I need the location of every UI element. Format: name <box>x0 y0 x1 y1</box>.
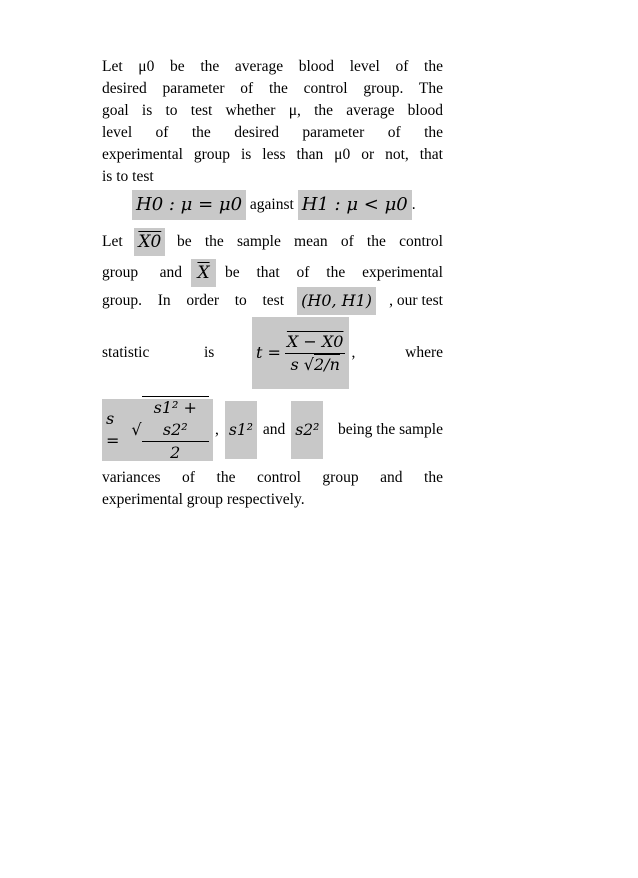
para2-line-2-rest: be that of the experimental <box>224 264 443 281</box>
experimental-mean-symbol: $\overline{X}$ <box>191 259 215 287</box>
para1-line-1: Let μ0 be the average blood level of the <box>102 58 443 75</box>
hypotheses-line <box>132 190 443 220</box>
paragraph-1 <box>102 56 443 188</box>
para2-line-1 <box>102 228 443 256</box>
hypothesis-pair: (H0, H1) <box>297 287 376 315</box>
and-word: and <box>262 421 286 438</box>
null-hypothesis: H0 : μ = μ0 <box>132 190 246 220</box>
para1-line-5: experimental group is less than μ0 or not, that <box>102 146 443 163</box>
t-denominator: s √2/n <box>290 354 340 374</box>
s-numerator: s1² + s2² <box>142 397 209 442</box>
t-den-s: s <box>290 354 299 374</box>
t-lhs: t = <box>256 343 281 362</box>
para1-line-3: goal is to test whether μ, the average blood <box>102 102 443 119</box>
t-statistic-formula <box>252 317 349 389</box>
s2-squared: s2² <box>291 401 323 459</box>
control-mean-symbol: X0 <box>134 228 165 256</box>
statistic-word: statistic <box>102 344 150 361</box>
our-test-words: , our test <box>389 292 443 309</box>
s-formula: s = √ $\frac{\text{s1² + s2²}}{2}$ <box>102 399 213 461</box>
para2-line-3 <box>102 287 443 315</box>
being-the-sample: being the sample <box>337 421 443 438</box>
t-numerator: X − X0 <box>285 331 346 354</box>
s-lhs: s = <box>106 409 120 450</box>
s-denominator: 2 <box>170 443 181 462</box>
para2-line-6: variances of the control group and the <box>102 469 443 486</box>
para2-tail <box>102 467 443 511</box>
t-den-frac: 2/n <box>314 354 340 374</box>
in-order-to-test: group. In order to test <box>102 292 284 309</box>
para2-line-7: experimental group respectively. <box>102 491 305 508</box>
s1-squared: s1² <box>225 401 257 459</box>
alternative-hypothesis: H1 : μ < μ0 <box>298 190 412 220</box>
para1-line-4: level of the desired parameter of the <box>102 124 443 141</box>
t-fraction <box>285 331 346 376</box>
para2-line-5 <box>102 399 443 461</box>
text-column <box>102 56 443 511</box>
comma-after-t: , <box>351 344 356 361</box>
where-word: where <box>405 344 443 361</box>
let-word: Let <box>102 233 123 250</box>
hyp-period: . <box>411 196 416 213</box>
against-word: against <box>249 196 294 213</box>
comma-after-s: , <box>215 421 219 438</box>
group-and-words: group and <box>102 264 182 281</box>
para2-line-2 <box>102 259 443 287</box>
s-fraction <box>142 396 209 464</box>
is-word: is <box>204 344 215 361</box>
para1-line-2: desired parameter of the control group. The <box>102 80 443 97</box>
para2-line-1-rest: be the sample mean of the control <box>176 233 443 250</box>
para2-line-4 <box>102 317 443 389</box>
para1-line-6: is to test <box>102 168 154 185</box>
